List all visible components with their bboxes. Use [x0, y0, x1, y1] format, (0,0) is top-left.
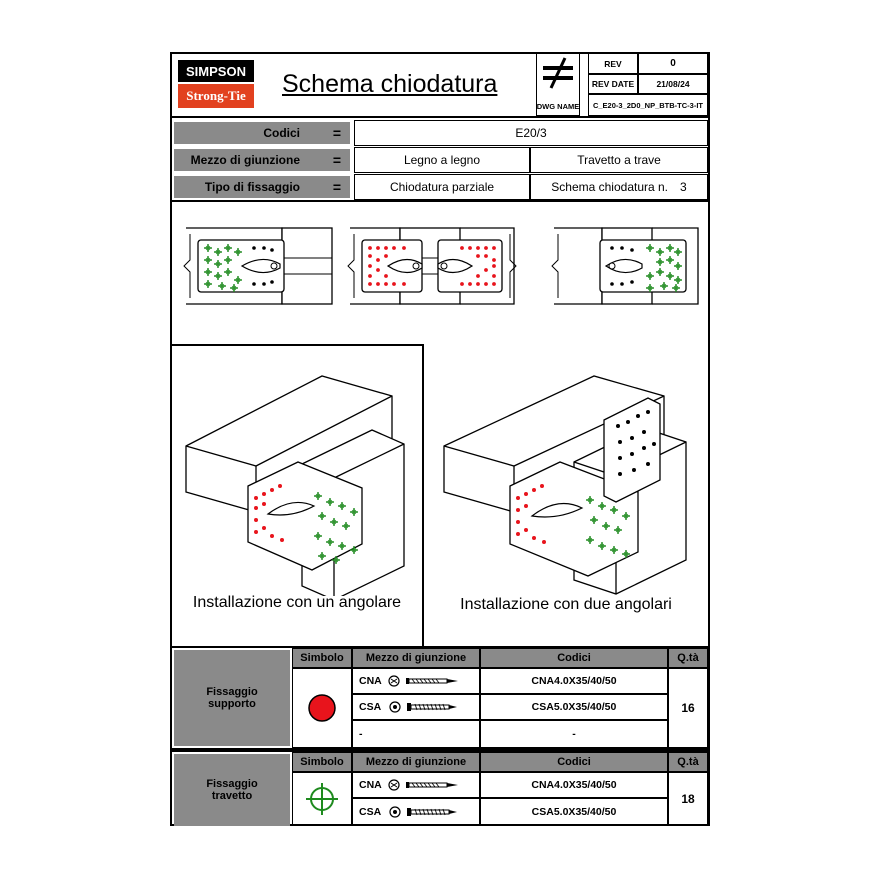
- table2-symbol: [292, 772, 352, 826]
- rev-value: 0: [638, 54, 708, 74]
- table2-qty: 18: [668, 772, 708, 826]
- table2-group: Fissaggio travetto: [174, 754, 290, 826]
- table2-row-code: CNA4.0X35/40/50: [480, 772, 668, 798]
- page-title: Schema chiodatura: [282, 69, 498, 98]
- table2-header-means: Mezzo di giunzione: [352, 752, 480, 772]
- divider: [172, 200, 708, 202]
- rev-date-value: 21/08/24: [638, 74, 708, 94]
- caption-one-bracket: Installazione con un angolare: [192, 594, 402, 611]
- table2-header-qty: Q.tà: [668, 752, 708, 772]
- table1-row-code: CNA4.0X35/40/50: [480, 668, 668, 694]
- not-equal-icon: [537, 54, 578, 98]
- screw-icon: [389, 700, 479, 714]
- divider: [172, 116, 708, 118]
- table2-header-symbol: Simbolo: [292, 752, 352, 772]
- info-value-codici: E20/3: [354, 120, 708, 146]
- table1-header-codes: Codici: [480, 648, 668, 668]
- plan-view-center: [348, 228, 516, 304]
- table1-row-means: [352, 694, 480, 720]
- means-label: CNA: [359, 779, 382, 791]
- logo-top: SIMPSON: [178, 60, 254, 82]
- dwg-name-value: C_E20-3_2D0_NP_BTB-TC-3-IT: [588, 94, 708, 116]
- table2-row-code: CSA5.0X35/40/50: [480, 798, 668, 826]
- drawing-sheet: [170, 52, 710, 826]
- simpson-logo: [178, 60, 254, 108]
- caption-two-brackets: Installazione con due angolari: [460, 596, 672, 613]
- info-eq: =: [324, 149, 350, 171]
- table1-qty: 16: [668, 668, 708, 748]
- table1-row-means: -: [352, 720, 480, 748]
- red-dot-icon: [307, 693, 337, 723]
- info-value-schema: [530, 174, 708, 200]
- table1-row-code: CSA5.0X35/40/50: [480, 694, 668, 720]
- info-value-tipo: Chiodatura parziale: [354, 174, 530, 200]
- nail-icon: [388, 778, 479, 792]
- info-label-tipo: Tipo di fissaggio: [174, 176, 350, 198]
- rev-label: REV: [588, 54, 638, 74]
- logo-bottom: Strong-Tie: [178, 84, 254, 108]
- info-value-mezzo: Legno a legno: [354, 147, 530, 173]
- schema-label: Schema chiodatura n.: [551, 180, 669, 194]
- plan-views: [172, 204, 708, 354]
- means-label: CNA: [359, 675, 382, 687]
- screw-icon: [389, 805, 479, 819]
- iso-view-two-brackets: [424, 346, 708, 596]
- table1-header-qty: Q.tà: [668, 648, 708, 668]
- means-label: CSA: [359, 701, 382, 713]
- table1-group: Fissaggio supporto: [174, 650, 290, 746]
- table1-symbol: [292, 668, 352, 748]
- info-eq: =: [324, 176, 350, 198]
- info-label-codici: Codici: [174, 122, 350, 144]
- schema-number: 3: [680, 180, 687, 194]
- plan-view-left: [184, 228, 332, 304]
- table2-row-means: [352, 798, 480, 826]
- iso-view-one-bracket: [172, 346, 422, 596]
- nail-icon: [388, 674, 479, 688]
- table1-row-means: [352, 668, 480, 694]
- plan-view-right: [552, 228, 698, 304]
- info-eq: =: [324, 122, 350, 144]
- table1-header-symbol: Simbolo: [292, 648, 352, 668]
- table2-header-codes: Codici: [480, 752, 668, 772]
- table2-row-means: [352, 772, 480, 798]
- dwg-name-label: DWG NAME: [536, 101, 580, 111]
- table1-row-code: -: [480, 720, 668, 748]
- info-label-mezzo: Mezzo di giunzione: [174, 149, 350, 171]
- info-value-mezzo-2: Travetto a trave: [530, 147, 708, 173]
- crosshair-icon: [302, 779, 342, 819]
- rev-date-label: REV DATE: [588, 74, 638, 94]
- means-label: CSA: [359, 806, 382, 818]
- table1-header-means: Mezzo di giunzione: [352, 648, 480, 668]
